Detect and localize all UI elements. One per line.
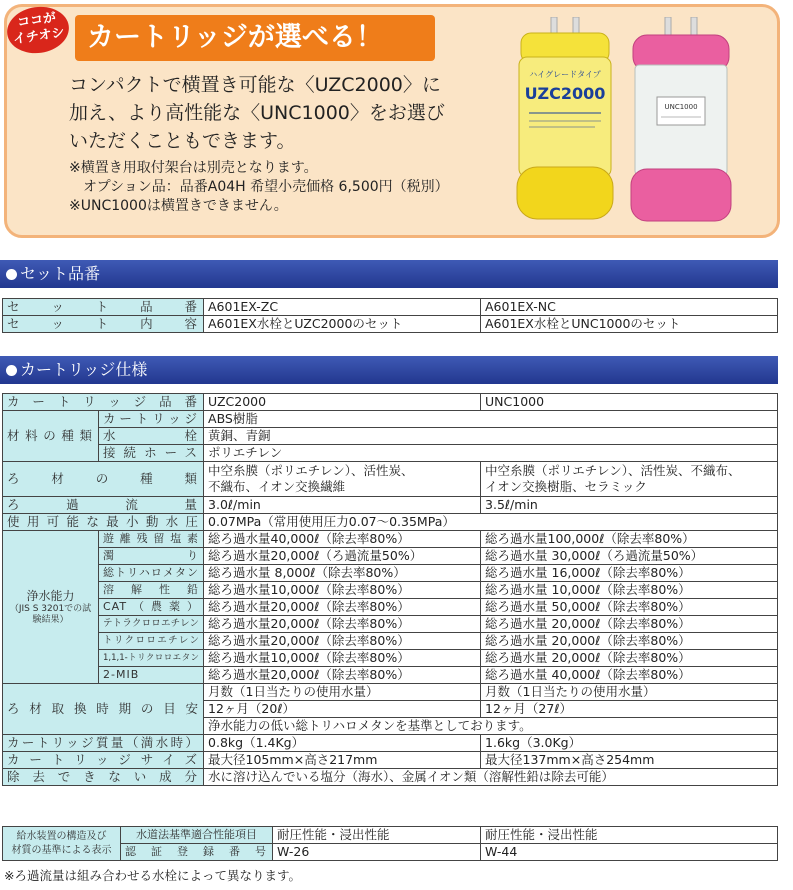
capacity-item: 溶解性鉛 [99,582,204,599]
capacity-item: 遊離残留塩素 [99,531,204,548]
table-row [3,684,778,701]
standards-group-line: 給水装置の構造及び [16,830,107,842]
standards-row1-nc: 耐圧性能・浸出性能 [481,827,778,844]
badge-line-2: イチオシ [12,25,66,48]
capacity-item: 1,1,1-トリクロロエタン [99,650,204,667]
table-row [3,548,778,565]
unc1000-cartridge-image [629,17,733,225]
flow-nc: 3.5ℓ/min [481,497,778,514]
table-row [3,497,778,514]
promo-note-line: ※UNC1000は横置きできません。 [69,198,288,214]
spec-section-header [0,356,778,384]
table-row [3,514,778,531]
set-section-header [0,260,778,288]
filter-label: ろ材の種類 [3,462,204,497]
spec-table [2,393,778,786]
standards-row1-zc: 耐圧性能・浸出性能 [273,827,481,844]
table-row [3,650,778,667]
spec-section-title: カートリッジ仕様 [20,360,148,379]
filter-zc-line: 中空糸膜（ポリエチレン）、活性炭、 [208,463,414,478]
standards-table [2,826,778,861]
promo-panel [4,4,780,238]
table-row [3,462,778,497]
uzc-brand-text: ハイグレードタイプ [529,70,601,79]
capacity-nc: 総ろ過水量 16,000ℓ（除去率80%） [481,565,778,582]
unc-model-text: UNC1000 [664,103,698,111]
set-contents-nc: A601EX水栓とUNC1000のセット [481,316,778,333]
set-zc: A601EX-ZC [204,299,481,316]
capacity-zc: 総ろ過水量20,000ℓ（ろ過流量50%） [204,548,481,565]
bullet-icon [6,365,17,376]
filter-nc-line: 中空糸膜（ポリエチレン）、活性炭、不織布、 [485,463,741,478]
table-row [3,616,778,633]
capacity-nc: 総ろ過水量 20,000ℓ（除去率80%） [481,616,778,633]
promo-notes [69,159,509,216]
table-row [3,531,778,548]
standards-row2-zc: W-26 [273,844,481,861]
flow-label: ろ過流量 [3,497,204,514]
table-row [3,428,778,445]
flow-zc: 3.0ℓ/min [204,497,481,514]
set-contents-zc: A601EX水栓とUZC2000のセット [204,316,481,333]
replace-head-zc: 月数（1日当たりの使用水量） [204,684,481,701]
size-nc: 最大径137mm×高さ254mm [481,752,778,769]
capacity-nc: 総ろ過水量100,000ℓ（除去率80%） [481,531,778,548]
weight-zc: 0.8kg（1.4Kg） [204,735,481,752]
standards-group-line: 材質の基準による表示 [11,844,112,856]
capacity-nc: 総ろ過水量 30,000ℓ（ろ過流量50%） [481,548,778,565]
capacity-zc: 総ろ過水量40,000ℓ（除去率80%） [204,531,481,548]
footnote: ※ろ過流量は組み合わせる水栓によって異なります。 [4,868,301,883]
weight-label: カートリッジ質量（満水時） [3,735,204,752]
replace-zc: 12ヶ月（20ℓ） [204,701,481,718]
capacity-zc: 総ろ過水量 8,000ℓ（除去率80%） [204,565,481,582]
promo-note-line: ※横置き用取付架台は別売となります。 [69,160,318,176]
capacity-subtitle: （JIS S 3201での試験結果） [9,604,92,625]
promo-body [69,71,509,155]
capacity-item: CAT（農薬） [99,599,204,616]
material-value: ABS樹脂 [204,411,778,428]
filter-nc [481,462,778,497]
bullet-icon [6,269,17,280]
table-row [3,735,778,752]
replace-head-nc: 月数（1日当たりの使用水量） [481,684,778,701]
uzc-model-text: UZC2000 [524,84,606,103]
cartridge-zc: UZC2000 [204,394,481,411]
pressure-value: 0.07MPa（常用使用圧力0.07〜0.35MPa） [204,514,778,531]
capacity-item: 2-MIB [99,667,204,684]
filter-nc-line: イオン交換樹脂、セラミック [485,479,647,494]
capacity-item: 濁り [99,548,204,565]
pressure-label: 使用可能な最小動水圧 [3,514,204,531]
table-row [3,299,778,316]
capacity-item: テトラクロロエチレン [99,616,204,633]
table-row [3,769,778,786]
standards-row2-nc: W-44 [481,844,778,861]
capacity-item: 総トリハロメタン [99,565,204,582]
table-row [3,445,778,462]
weight-nc: 1.6kg（3.0Kg） [481,735,778,752]
capacity-item: トリクロロエチレン [99,633,204,650]
capacity-nc: 総ろ過水量 50,000ℓ（除去率80%） [481,599,778,616]
capacity-zc: 総ろ過水量20,000ℓ（除去率80%） [204,616,481,633]
table-row [3,394,778,411]
standards-row1-label: 水道法基準適合性能項目 [121,827,273,844]
size-zc: 最大径105mm×高さ217mm [204,752,481,769]
capacity-nc: 総ろ過水量 20,000ℓ（除去率80%） [481,633,778,650]
table-row [3,752,778,769]
capacity-zc: 総ろ過水量20,000ℓ（除去率80%） [204,599,481,616]
set-nc: A601EX-NC [481,299,778,316]
standards-row2-label: 認証登録番号 [121,844,273,861]
replace-nc: 12ヶ月（27ℓ） [481,701,778,718]
promo-headline: カートリッジが選べる！ [75,15,435,61]
promo-note-line: オプション品：品番A04H 希望小売価格 6,500円（税別） [83,179,449,195]
promo-body-line: 加え、より高性能な〈UNC1000〉をお選び [69,102,445,124]
filter-zc [204,462,481,497]
capacity-zc: 総ろ過水量10,000ℓ（除去率80%） [204,582,481,599]
filter-zc-line: 不織布、イオン交換繊維 [208,479,346,494]
promo-body-line: いただくこともできます。 [69,130,296,152]
material-name: 接続ホース [99,445,204,462]
uzc2000-cartridge-image [515,17,615,225]
badge-line-1: ココが [16,10,58,31]
capacity-nc: 総ろ過水量 20,000ℓ（除去率80%） [481,650,778,667]
set-label: セット品番 [3,299,204,316]
capacity-label [3,531,99,684]
table-row [3,599,778,616]
standards-group-label [3,827,121,861]
material-name: 水栓 [99,428,204,445]
set-table [2,298,778,333]
table-row [3,633,778,650]
size-label: カートリッジサイズ [3,752,204,769]
material-value: ポリエチレン [204,445,778,462]
materials-label: 材料の種類 [3,411,99,462]
table-row [3,667,778,684]
table-row [3,316,778,333]
capacity-nc: 総ろ過水量 40,000ℓ（除去率80%） [481,667,778,684]
nonremovable-value: 水に溶け込んでいる塩分（海水）、金属イオン類（溶解性鉛は除去可能） [204,769,778,786]
recommend-badge [4,3,72,57]
table-row [3,565,778,582]
capacity-zc: 総ろ過水量20,000ℓ（除去率80%） [204,633,481,650]
nonremovable-label: 除去できない成分 [3,769,204,786]
cartridge-label: カートリッジ品番 [3,394,204,411]
capacity-nc: 総ろ過水量 10,000ℓ（除去率80%） [481,582,778,599]
set-section-title: セット品番 [20,264,101,283]
capacity-zc: 総ろ過水量10,000ℓ（除去率80%） [204,650,481,667]
cartridge-nc: UNC1000 [481,394,778,411]
replace-note: 浄水能力の低い総トリハロメタンを基準としております。 [204,718,778,735]
table-row [3,582,778,599]
material-name: カートリッジ [99,411,204,428]
material-value: 黄銅、青銅 [204,428,778,445]
promo-body-line: コンパクトで横置き可能な〈UZC2000〉に [69,74,441,96]
set-contents-label: セット内容 [3,316,204,333]
capacity-title: 浄水能力 [26,589,75,603]
table-row [3,827,778,844]
table-row [3,411,778,428]
capacity-zc: 総ろ過水量20,000ℓ（除去率80%） [204,667,481,684]
replace-label: ろ材取換時期の目安 [3,684,204,735]
